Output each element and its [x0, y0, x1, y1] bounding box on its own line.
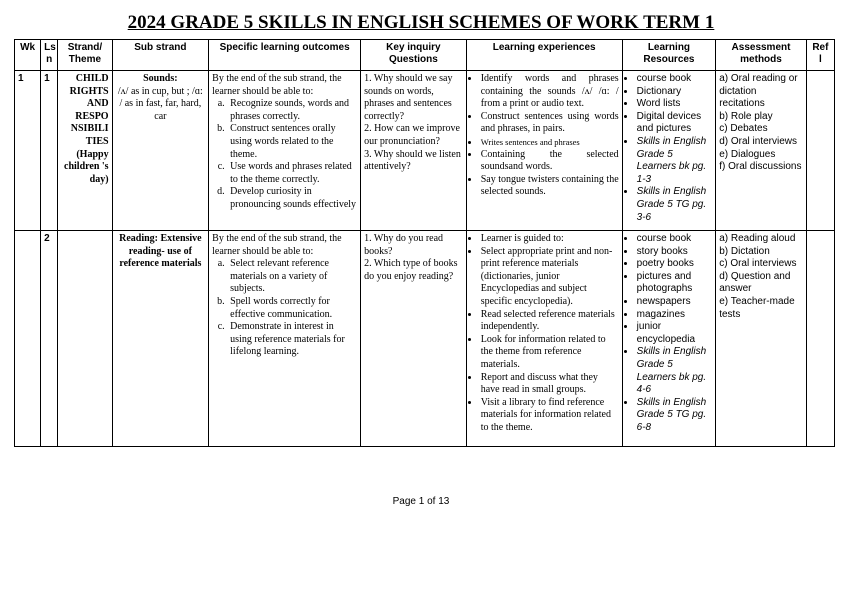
- substrand-detail: /ʌ/ as in cup, but ; /ɑ: / as in fast, far, hard, car: [117, 85, 203, 122]
- header-strand: Strand/ Theme: [58, 40, 112, 71]
- list-item: • Construct sentences using words and phrases, in pairs.: [480, 111, 619, 136]
- list-item: • Digital devices and pictures: [636, 111, 713, 136]
- list-item: c. Demonstrate in interest in using reference materials for lifelong learning.: [227, 321, 357, 359]
- list-item: • Say tongue twisters containing the selected sounds.: [480, 174, 619, 199]
- list-item: • pictures and photographs: [636, 271, 713, 296]
- table-row: [15, 71, 835, 231]
- cell-inquiry: 1. Why should we say sounds on words, phrases and sentences correctly? 2. How can we improve our pronunciation? 3. Why should we listen attentively?: [361, 71, 467, 231]
- table-header-row: [15, 40, 835, 71]
- list-item: • Containing the selected soundsand words.: [480, 149, 619, 174]
- list-item: • Visit a library to find reference materials for information related to the theme.: [480, 397, 619, 435]
- header-week: Wk: [15, 40, 41, 71]
- page-title-text: 2024 GRADE 5 SKILLS IN ENGLISH SCHEMES OF WORK TERM 1: [127, 12, 715, 33]
- list-item: • course book: [636, 233, 713, 246]
- list-item: a. Select relevant reference materials on a variety of subjects.: [227, 258, 357, 296]
- cell-strand: [58, 231, 112, 447]
- list-item: • Identify words and phrases containing the sounds /ʌ/ /ɑ: / from a print or audio text.: [480, 73, 619, 111]
- list-item: • Look for information related to the theme from reference materials.: [480, 334, 619, 372]
- list-item: a. Recognize sounds, words and phrases correctly.: [227, 98, 357, 123]
- list-item: • magazines: [636, 309, 713, 322]
- list-item: c. Use words and phrases related to the theme correctly.: [227, 161, 357, 186]
- list-item: • Report and discuss what they have read in small groups.: [480, 372, 619, 397]
- substrand-title: Sounds:: [143, 73, 178, 84]
- header-outcomes: Specific learning outcomes: [209, 40, 361, 71]
- cell-lesson: 2: [41, 231, 58, 447]
- cell-inquiry: 1. Why do you read books? 2. Which type of books do you enjoy reading?: [361, 231, 467, 447]
- list-item: • Dictionary: [636, 86, 713, 99]
- list-item: • junior encyclopedia: [636, 321, 713, 346]
- cell-week: 1: [15, 71, 41, 231]
- cell-resources: [622, 71, 716, 231]
- list-item: • story books: [636, 246, 713, 259]
- list-item: • Skills in English Grade 5 TG pg. 6-8: [636, 397, 713, 435]
- cell-experiences: [466, 71, 622, 231]
- scheme-of-work-table: [14, 39, 835, 447]
- cell-substrand: [112, 71, 209, 231]
- list-item: • course book: [636, 73, 713, 86]
- experiences-list: [470, 73, 619, 199]
- resources-list: [626, 73, 713, 224]
- cell-assessment: a) Oral reading or dictation recitations b) Role play c) Debates d) Oral interviews e) Dialogues f) Oral discussions: [716, 71, 807, 231]
- list-item: • Skills in English Grade 5 Learners bk pg. 1-3: [636, 136, 713, 186]
- list-item: • Read selected reference materials independently.: [480, 309, 619, 334]
- cell-lesson: 1: [41, 71, 58, 231]
- header-assessment: Assessment methods: [716, 40, 807, 71]
- cell-substrand: [112, 231, 209, 447]
- list-item: • Skills in English Grade 5 TG pg. 3-6: [636, 186, 713, 224]
- header-resources: Learning Resources: [622, 40, 716, 71]
- cell-week: [15, 231, 41, 447]
- list-item: d. Develop curiosity in pronouncing sounds effectively: [227, 186, 357, 211]
- header-reflection: Ref l: [806, 40, 834, 71]
- list-item: • poetry books: [636, 258, 713, 271]
- header-experiences: Learning experiences: [466, 40, 622, 71]
- list-item: • Select appropriate print and non-print reference materials (dictionaries, junior Encyclopedias and subject specific encyclopedia).: [480, 246, 619, 309]
- header-substrand: Sub strand: [112, 40, 209, 71]
- cell-outcomes: [209, 71, 361, 231]
- page-number: Page 1 of 13: [392, 496, 450, 507]
- table-row: [15, 231, 835, 447]
- cell-experiences: [466, 231, 622, 447]
- header-lesson: Ls n: [41, 40, 58, 71]
- list-item: • Learner is guided to:: [480, 233, 619, 246]
- cell-reflection: [806, 231, 834, 447]
- cell-strand: CHILD RIGHTS AND RESPO NSIBILI TIES (Happy children 's day): [58, 71, 112, 231]
- page-title: [0, 12, 842, 34]
- list-item: • Writes sentences and phrases: [480, 136, 619, 149]
- outcomes-list: [212, 258, 357, 359]
- list-item: • Skills in English Grade 5 Learners bk pg. 4-6: [636, 346, 713, 396]
- list-item: • Word lists: [636, 98, 713, 111]
- resources-list: [626, 233, 713, 435]
- list-item: b. Construct sentences orally using words related to the theme.: [227, 123, 357, 161]
- experiences-list: [470, 233, 619, 435]
- list-item: • newspapers: [636, 296, 713, 309]
- outcomes-list: [212, 98, 357, 211]
- header-inquiry: Key inquiry Questions: [361, 40, 467, 71]
- cell-assessment: a) Reading aloud b) Dictation c) Oral interviews d) Question and answer e) Teacher-made tests: [716, 231, 807, 447]
- outcomes-intro: By the end of the sub strand, the learner should be able to:: [212, 233, 342, 257]
- cell-resources: [622, 231, 716, 447]
- cell-reflection: [806, 71, 834, 231]
- list-item: b. Spell words correctly for effective communication.: [227, 296, 357, 321]
- outcomes-intro: By the end of the sub strand, the learner should be able to:: [212, 73, 342, 97]
- substrand-title: Reading: Extensive reading- use of reference materials: [119, 233, 202, 270]
- cell-outcomes: [209, 231, 361, 447]
